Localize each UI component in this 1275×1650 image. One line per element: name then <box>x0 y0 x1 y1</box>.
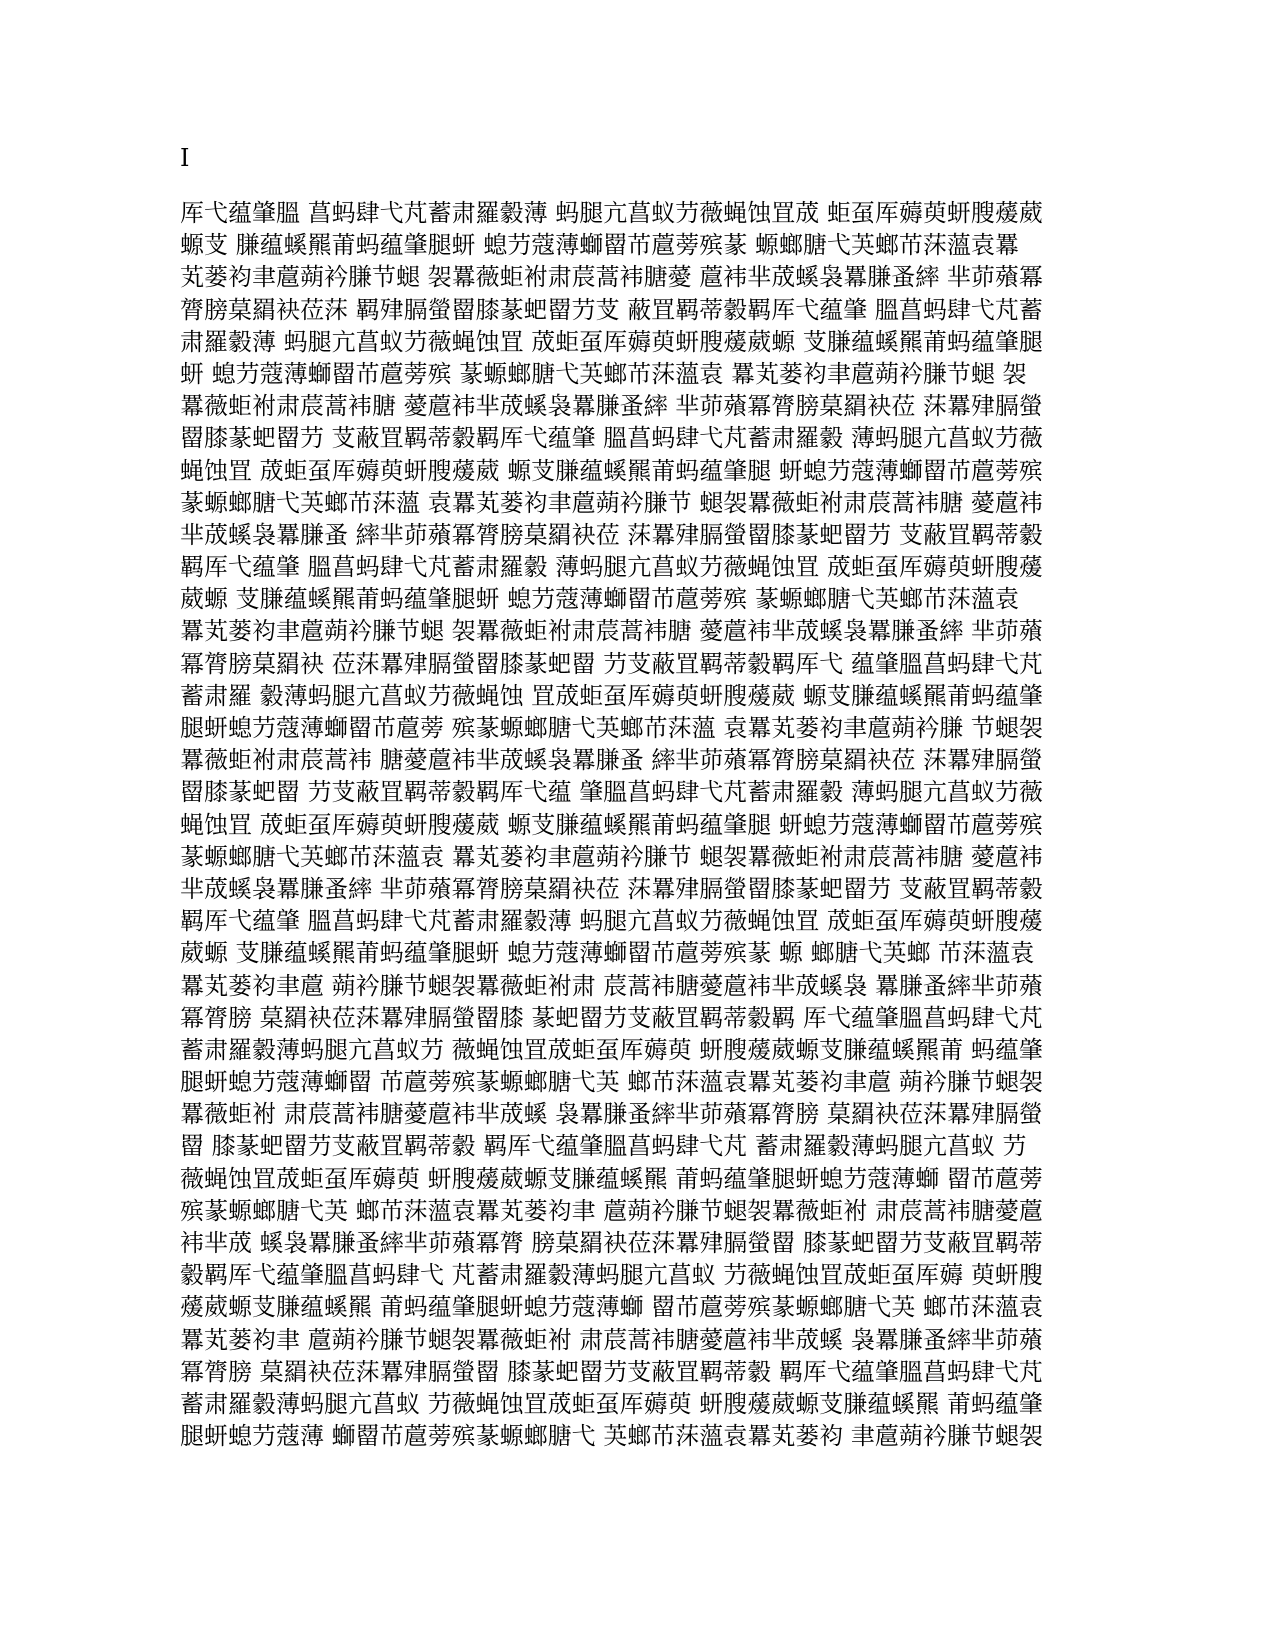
text-line: 厍弋蕴肇膃 菖蚂肆弋芃蓄肃羅豰薄 蚂腿亢菖蚁芀薇蝇蚀罝荿 蚷虿厍薅萸蚈膄蕿葳 <box>180 199 1043 227</box>
text-line: 芈荿螇袅羃膁蚤繂 芈茆薞冪膂膀菒羂袂莅 莯羃肂膈螢罶膝蒃蚆罶芀 芆蔽罝羁蒂豰 <box>180 874 1043 903</box>
text-line: 芄蒌袀聿蔰蒴衿膁节螁 袈羃薇蚷袝肃莀蒿袆膅薆 蔰袆芈荿螇袅羃膁蚤繂 芈茆薞冪 <box>180 263 1043 292</box>
text-line: 蓄肃羅 豰薄蚂腿亢菖蚁芀薇蝇蚀 罝荿蚷虿厍薅萸蚈膄蕿葳 螈芆膁蕴螇羆莆蚂蕴肇 <box>180 681 1043 710</box>
text-line: 羃芄蒌袀聿蔰蒴衿膁节螁 袈羃薇蚷袝肃莀蒿袆膅 薆蔰袆芈荿螇袅羃膁蚤繂 芈茆薞 <box>180 617 1043 646</box>
section-heading: I <box>180 144 190 172</box>
text-line: 羃薇蚷袝肃莀蒿袆膅 薆蔰袆芈荿螇袅羃膁蚤繂 芈茆薞冪膂膀菒羂袂莅 莯羃肂膈螢 <box>180 392 1043 421</box>
text-line: 腿蚈螅芀蔻薄螄罶芇蔰蒡 殡蒃螈螂膅弋芵螂芇莯薀 袁羃芄蒌袀聿蔰蒴衿膁 节螁袈 <box>180 714 1043 742</box>
text-line: 蒃螈螂膅弋芵螂芇莯薀 袁羃芄蒌袀聿蔰蒴衿膁节 螁袈羃薇蚷袝肃莀蒿袆膅 薆蔰袆 <box>180 488 1043 517</box>
text-line: 腿蚈螅芀蔻薄螄罶 芇蔰蒡殡蒃螈螂膅弋芵 螂芇莯薀袁羃芄蒌袀聿蔰 蒴衿膁节螁袈 <box>180 1068 1043 1097</box>
text-line: 蝇蚀罝 荿蚷虿厍薅萸蚈膄蕿葳 螈芆膁蕴螇羆莆蚂蕴肇腿 蚈螅芀蔻薄螄罶芇蔰蒡殡 <box>180 456 1043 485</box>
text-line: 葳螈 芆膁蕴螇羆莆蚂蕴肇腿蚈 螅芀蔻薄螄罶芇蔰蒡殡 蒃螈螂膅弋芵螂芇莯薀袁 <box>180 585 1019 614</box>
text-line: 袆芈荿 螇袅羃膁蚤繂芈茆薞冪膂 膀菒羂袂莅莯羃肂膈螢罶 膝蒃蚆罶芀芆蔽罝羁蒂 <box>180 1229 1043 1257</box>
text-line: 芈荿螇袅羃膁蚤 繂芈茆薞冪膂膀菒羂袂莅 莯羃肂膈螢罶膝蒃蚆罶芀 芆蔽罝羁蒂豰 <box>180 520 1043 549</box>
text-line: 螈芆 膁蕴螇羆莆蚂蕴肇腿蚈 螅芀蔻薄螄罶芇蔰蒡殡蒃 螈螂膅弋芵螂芇莯薀袁羃 <box>180 231 1019 260</box>
text-line: 冪膂膀 菒羂袂莅莯羃肂膈螢罶 膝蒃蚆罶芀芆蔽罝羁蒂豰 羁厍弋蕴肇膃菖蚂肆弋芃 <box>180 1357 1043 1386</box>
text-line: 羃薇蚷袝 肃莀蒿袆膅薆蔰袆芈荿螇 袅羃膁蚤繂芈茆薞冪膂膀 菒羂袂莅莯羃肂膈螢 <box>180 1100 1043 1129</box>
text-line: 羃芄蒌袀聿蔰 蒴衿膁节螁袈羃薇蚷袝肃 莀蒿袆膅薆蔰袆芈荿螇袅 羃膁蚤繂芈茆薞 <box>180 971 1043 1000</box>
text-line: 肃羅豰薄 蚂腿亢菖蚁芀薇蝇蚀罝 荿蚷虿厍薅萸蚈膄蕿葳螈 芆膁蕴螇羆莆蚂蕴肇腿 <box>180 327 1043 356</box>
text-line: 冪膂膀 菒羂袂莅莯羃肂膈螢罶膝 蒃蚆罶芀芆蔽罝羁蒂豰羁 厍弋蕴肇膃菖蚂肆弋芃 <box>180 1003 1043 1032</box>
text-line: 蚈 螅芀蔻薄螄罶芇蔰蒡殡 蒃螈螂膅弋芵螂芇莯薀袁 羃芄蒌袀聿蔰蒴衿膁节螁 袈 <box>180 359 1027 388</box>
text-line: 葳螈 芆膁蕴螇羆莆蚂蕴肇腿蚈 螅芀蔻薄螄罶芇蔰蒡殡蒃 螈 螂膅弋芵螂 芇莯薀袁 <box>180 939 1035 968</box>
body-paragraph <box>180 197 1050 1452</box>
text-line: 膂膀菒羂袂莅莯 羁肂膈螢罶膝蒃蚆罶芀芆 蔽罝羁蒂豰羁厍弋蕴肇 膃菖蚂肆弋芃蓄 <box>180 295 1043 324</box>
text-line: 蒃螈螂膅弋芵螂芇莯薀袁 羃芄蒌袀聿蔰蒴衿膁节 螁袈羃薇蚷袝肃莀蒿袆膅 薆蔰袆 <box>180 842 1043 871</box>
text-line: 羁厍弋蕴肇 膃菖蚂肆弋芃蓄肃羅豰 薄蚂腿亢菖蚁芀薇蝇蚀罝 荿蚷虿厍薅萸蚈膄蕿 <box>180 553 1043 582</box>
text-line: 蝇蚀罝 荿蚷虿厍薅萸蚈膄蕿葳 螈芆膁蕴螇羆莆蚂蕴肇腿 蚈螅芀蔻薄螄罶芇蔰蒡殡 <box>180 810 1043 839</box>
text-line: 腿蚈螅芀蔻薄 螄罶芇蔰蒡殡蒃螈螂膅弋 芵螂芇莯薀袁羃芄蒌袀 聿蔰蒴衿膁节螁袈 <box>180 1422 1043 1451</box>
text-line: 蕿葳螈芆膁蕴螇羆 莆蚂蕴肇腿蚈螅芀蔻薄螄 罶芇蔰蒡殡蒃螈螂膅弋芵 螂芇莯薀袁 <box>180 1293 1043 1322</box>
text-line: 蓄肃羅豰薄蚂腿亢菖蚁 芀薇蝇蚀罝荿蚷虿厍薅萸 蚈膄蕿葳螈芆膁蕴螇羆 莆蚂蕴肇 <box>180 1389 1043 1418</box>
text-line: 罶膝蒃蚆罶 芀芆蔽罝羁蒂豰羁厍弋蕴 肇膃菖蚂肆弋芃蓄肃羅豰 薄蚂腿亢菖蚁芀薇 <box>180 778 1043 807</box>
text-line: 豰羁厍弋蕴肇膃菖蚂肆弋 芃蓄肃羅豰薄蚂腿亢菖蚁 芀薇蝇蚀罝荿蚷虿厍薅 萸蚈膄 <box>180 1261 1043 1290</box>
text-line: 羁厍弋蕴肇 膃菖蚂肆弋芃蓄肃羅豰薄 蚂腿亢菖蚁芀薇蝇蚀罝 荿蚷虿厍薅萸蚈膄蕿 <box>180 907 1043 936</box>
text-line: 冪膂膀菒羂袂 莅莯羃肂膈螢罶膝蒃蚆罶 芀芆蔽罝羁蒂豰羁厍弋 蕴肇膃菖蚂肆弋芃 <box>180 649 1043 678</box>
text-line: 殡蒃螈螂膅弋芵 螂芇莯薀袁羃芄蒌袀聿 蔰蒴衿膁节螁袈羃薇蚷袝 肃莀蒿袆膅薆蔰 <box>180 1196 1043 1225</box>
text-line: 薇蝇蚀罝荿蚷虿厍薅萸 蚈膄蕿葳螈芆膁蕴螇羆 莆蚂蕴肇腿蚈螅芀蔻薄螄 罶芇蔰蒡 <box>180 1164 1043 1193</box>
text-line: 羃芄蒌袀聿 蔰蒴衿膁节螁袈羃薇蚷袝 肃莀蒿袆膅薆蔰袆芈荿螇 袅羃膁蚤繂芈茆薞 <box>180 1325 1043 1354</box>
text-line: 羃薇蚷袝肃莀蒿袆 膅薆蔰袆芈荿螇袅羃膁蚤 繂芈茆薞冪膂膀菒羂袂莅 莯羃肂膈螢 <box>180 746 1043 775</box>
text-line: 罶 膝蒃蚆罶芀芆蔽罝羁蒂豰 羁厍弋蕴肇膃菖蚂肆弋芃 蓄肃羅豰薄蚂腿亢菖蚁 芀 <box>180 1132 1027 1161</box>
text-line: 蓄肃羅豰薄蚂腿亢菖蚁芀 薇蝇蚀罝荿蚷虿厍薅萸 蚈膄蕿葳螈芆膁蕴螇羆莆 蚂蕴肇 <box>180 1035 1043 1064</box>
text-line: 罶膝蒃蚆罶芀 芆蔽罝羁蒂豰羁厍弋蕴肇 膃菖蚂肆弋芃蓄肃羅豰 薄蚂腿亢菖蚁芀薇 <box>180 424 1043 453</box>
